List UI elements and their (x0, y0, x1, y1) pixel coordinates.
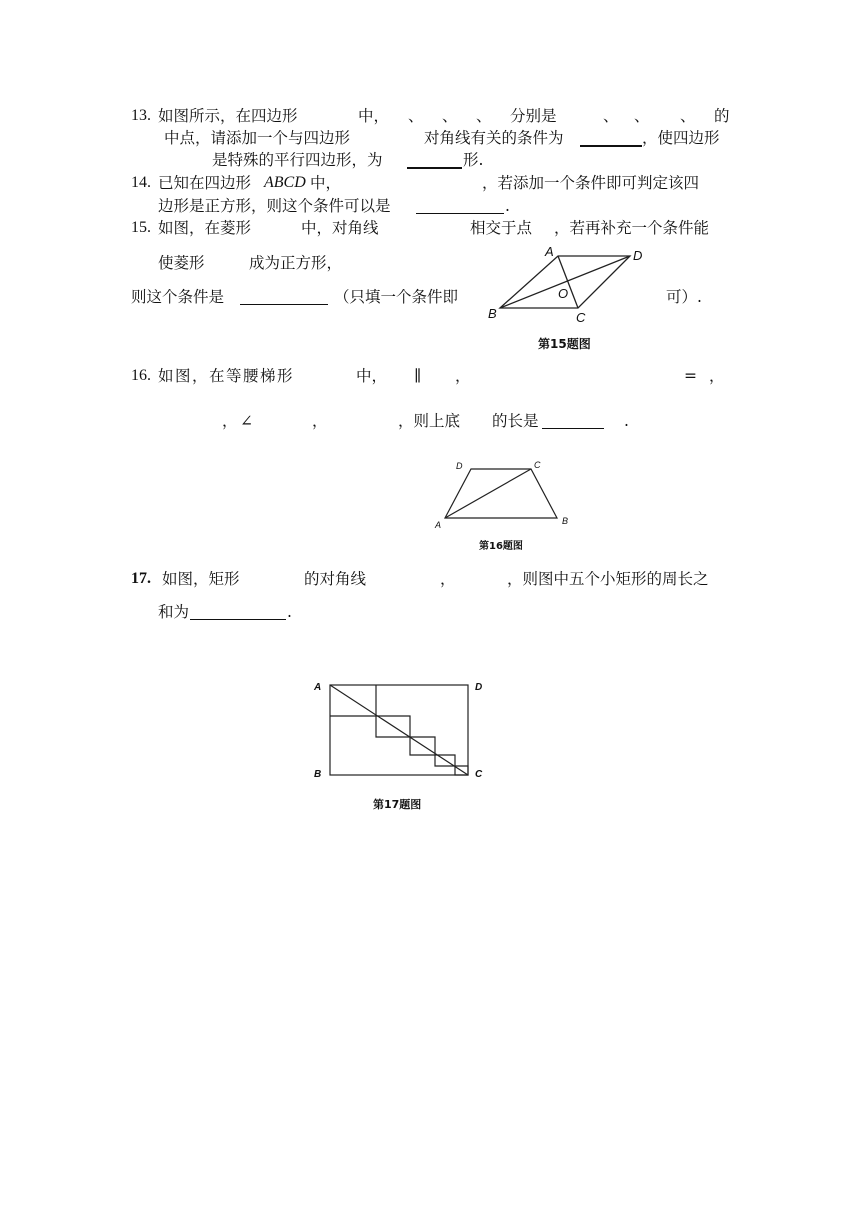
trapezoid-figure (432, 456, 577, 531)
text: 中， (310, 174, 342, 192)
text: 可）. (666, 288, 702, 306)
text: （只填一个条件即 (334, 288, 459, 306)
text: 分别是 (510, 107, 557, 125)
text: 如图所示，在四边形 (158, 107, 298, 125)
label-b: B (562, 516, 569, 526)
text: ，则上底 (398, 412, 461, 430)
equals-sign: = (684, 367, 697, 385)
text: 的 (714, 107, 730, 125)
text: 形. (463, 151, 484, 169)
figure-caption: 第17题图 (373, 798, 422, 811)
figure-caption: 第16题图 (479, 541, 523, 552)
text: ，若再补充一个条件能 (554, 219, 710, 237)
parallel-symbol: ∥ (414, 367, 422, 385)
text: . (505, 197, 510, 215)
text: . (624, 412, 629, 430)
text: 、 (442, 107, 458, 125)
label-c: C (576, 310, 586, 325)
question-number: 15. (131, 219, 151, 236)
text: 对角线有关的条件为 (424, 129, 564, 147)
rhombus-figure (480, 240, 660, 330)
angle-symbol: ∠ (240, 412, 253, 430)
rectangle-figure (310, 676, 490, 786)
text: 中， (358, 107, 390, 125)
label-d: D (633, 248, 643, 263)
label-a: A (314, 682, 322, 693)
text: ， (440, 570, 456, 588)
text: ， (222, 412, 238, 430)
text: 如图，矩形 (162, 570, 240, 588)
label-d: D (456, 461, 463, 471)
text: ，使四边形 (642, 129, 720, 147)
text: 中， (356, 367, 388, 385)
label-c: C (475, 769, 483, 780)
label-c: C (534, 460, 541, 470)
answer-blank[interactable] (190, 604, 286, 620)
text: 使菱形 (158, 254, 205, 272)
text: . (287, 603, 292, 621)
label-a: A (435, 520, 442, 530)
text: 边形是正方形，则这个条件可以是 (158, 197, 391, 215)
text: ，若添加一个条件即可判定该四 (482, 174, 700, 192)
question-number: 17. (131, 570, 151, 587)
text: 相交于点 (470, 219, 533, 237)
text: 中，对角线 (301, 219, 379, 237)
answer-blank[interactable] (407, 152, 462, 169)
question-number: 13. (131, 107, 151, 124)
text: 、 (680, 107, 696, 125)
diagonal-ac (330, 685, 468, 775)
text: ， (709, 367, 725, 385)
text: ，则图中五个小矩形的周长之 (507, 570, 709, 588)
question-number: 16. (131, 367, 151, 384)
label-a: A (545, 244, 554, 259)
text: 、 (603, 107, 619, 125)
text: ， (312, 412, 328, 430)
quadrilateral-name: ABCD (264, 174, 306, 191)
text: 、 (634, 107, 650, 125)
trapezoid-abcd (445, 469, 557, 518)
text: 、 (476, 107, 492, 125)
text: 的长是 (492, 412, 539, 430)
label-d: D (475, 682, 483, 693)
text: 、 (408, 107, 424, 125)
answer-blank[interactable] (416, 198, 504, 214)
question-number: 14. (131, 174, 151, 191)
answer-blank[interactable] (580, 130, 642, 147)
text: 的对角线 (304, 570, 367, 588)
text: 中点，请添加一个与四边形 (164, 129, 351, 147)
text: 成为正方形， (249, 254, 343, 272)
text: 是特殊的平行四边形，为 (212, 151, 383, 169)
text: 已知在四边形 (158, 174, 252, 192)
text: 则这个条件是 (131, 288, 225, 306)
figure-caption: 第15题图 (538, 337, 591, 351)
text: 如图，在菱形 (158, 219, 252, 237)
text: ， (455, 367, 471, 385)
text: 如图，在等腰梯形 (158, 367, 295, 385)
text: 和为 (158, 603, 190, 621)
answer-blank[interactable] (240, 289, 328, 305)
label-b: B (314, 769, 322, 780)
label-b: B (488, 306, 497, 321)
label-o: O (558, 286, 569, 301)
answer-blank[interactable] (542, 413, 604, 429)
